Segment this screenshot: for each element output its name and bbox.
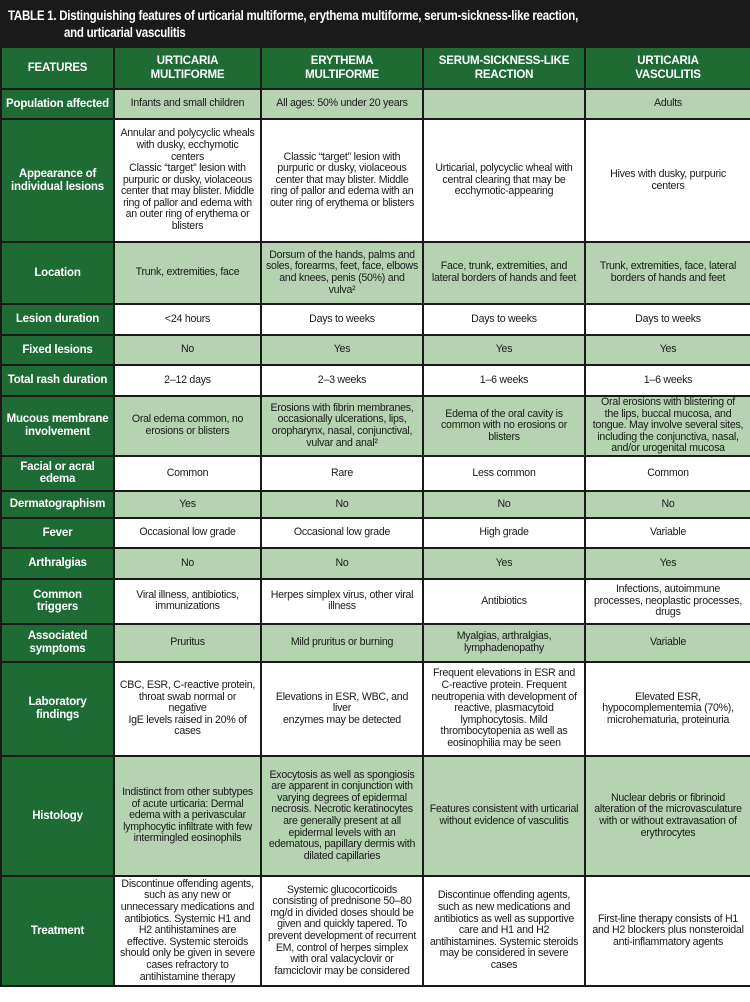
cell-mucous-membrane-involvement-urticaria-multiforme (114, 396, 261, 456)
feature-label-mucous-membrane-involvement (1, 396, 114, 456)
cell-text-line: Days to weeks (471, 312, 537, 325)
cell-text-line: cases refractory to (146, 958, 229, 971)
cell-text-line: Yes (495, 343, 513, 356)
cell-text-line: Lesion duration (15, 313, 100, 326)
cell-text-line: Location (34, 266, 81, 279)
cell-text-line: an outer ring of erythema or (125, 208, 250, 221)
cell-text-line: cases (490, 958, 518, 971)
cell-text-line: central clearing that may be (442, 173, 566, 186)
cell-text-line: Features consistent with urticarial (429, 803, 579, 816)
cell-text-line: are generally present at all (283, 814, 401, 827)
cell-text-line: are apparent in conjunction with (271, 780, 413, 793)
cell-text-line: purpuric or dusky, violaceous (122, 173, 253, 186)
cell-text-line: Annular and polycyclic wheals (120, 127, 255, 140)
cell-location-urticaria-multiforme (114, 242, 261, 304)
table-body (1, 89, 750, 986)
table-row-location (1, 242, 750, 304)
cell-text-line: All ages: 50% under 20 years (276, 97, 408, 110)
cell-text-line: Viral illness, antibiotics, (136, 588, 239, 601)
cell-text-line: and/or urogenital mucosa (611, 442, 725, 455)
header-features: FEATURES (1, 47, 114, 89)
cell-text-line: ecchymotic-appearing (454, 185, 554, 198)
cell-text-line: Exocytosis as well as spongiosis (269, 768, 415, 781)
feature-label-dermatographism (1, 491, 114, 518)
cell-text-line: Antibiotics (481, 594, 527, 607)
cell-text-line: alteration of the microvasculature (594, 803, 742, 816)
cell-text-line: Fever (42, 526, 73, 539)
cell-treatment-serum-sickness-like-reaction (423, 876, 585, 986)
cell-treatment-erythema-multiforme (261, 876, 423, 986)
cell-text-line: Dorsum of the hands, palms and (269, 248, 415, 261)
cell-text-line: necrosis. Necrotic keratinocytes (271, 803, 413, 816)
cell-text-line: Urticarial, polycyclic wheal with (435, 162, 573, 175)
cell-text-line: Arthralgias (28, 557, 87, 570)
cell-associated-symptoms-urticaria-vasculitis (585, 624, 750, 662)
cell-text-line: prevent development of recurrent (267, 929, 417, 942)
cell-text-line: Systemic glucocorticoids (287, 883, 397, 896)
cell-arthralgias-urticaria-vasculitis (585, 548, 750, 579)
cell-facial-or-acral-edema-urticaria-multiforme (114, 456, 261, 491)
feature-label-lesion-duration (1, 304, 114, 335)
cell-text-line: centers (651, 179, 685, 192)
cell-text-line: such as any new or (144, 889, 231, 902)
cell-dermatographism-urticaria-multiforme (114, 491, 261, 518)
table-row-associated-symptoms (1, 624, 750, 662)
cell-fixed-lesions-erythema-multiforme (261, 335, 423, 365)
cell-text-line: throat swab normal or (138, 690, 237, 703)
cell-text-line: Occasional low grade (139, 526, 236, 539)
cell-text-line: the lips, buccal mucosa, and (604, 407, 732, 420)
cell-text-line: ERYTHEMA (310, 55, 374, 67)
feature-label-facial-or-acral-edema (1, 456, 114, 491)
cell-location-serum-sickness-like-reaction (423, 242, 585, 304)
cell-text-line: and knees, penis (50%) and (279, 272, 405, 284)
cell-text-line: Yes (659, 556, 677, 569)
cell-text-line: CBC, ESR, C-reactive protein, (119, 678, 256, 691)
cell-text-line: Treatment (30, 924, 85, 937)
cell-text-line: <24 hours (164, 312, 211, 325)
cell-facial-or-acral-edema-urticaria-vasculitis (585, 456, 750, 491)
table-row-laboratory-findings (1, 662, 750, 756)
cell-text-line: Myalgias, arthralgias, (456, 630, 552, 643)
cell-text-line: with or without extravasation of (599, 814, 737, 827)
cell-text-line: Days to weeks (309, 312, 375, 325)
cell-text-line: SERUM-SICKNESS-LIKE (438, 55, 570, 67)
cell-text-line: Oral edema common, no (131, 413, 244, 426)
cell-laboratory-findings-urticaria-multiforme (114, 662, 261, 756)
cell-appearance-of-individual-lesions-urticaria-multiforme (114, 119, 261, 242)
cell-text-line: Trunk, extremities, face, lateral (599, 260, 737, 273)
cell-lesion-duration-urticaria-vasculitis (585, 304, 750, 335)
cell-text-line: anti-inflammatory agents (613, 935, 723, 948)
cell-text-line: MULTIFORME (150, 69, 225, 81)
cell-mucous-membrane-involvement-erythema-multiforme (261, 396, 423, 456)
cell-dermatographism-serum-sickness-like-reaction (423, 491, 585, 518)
table-title-continued: and urticarial vasculitis (64, 25, 186, 40)
cell-text-line: Discontinue offending agents, (437, 889, 571, 902)
cell-text-line: lymphocytic infiltrate with few (123, 820, 252, 833)
cell-text-line: No (335, 556, 349, 569)
cell-text-line: No (497, 497, 511, 510)
cell-text-line: 2–3 weeks (317, 373, 367, 386)
cell-text-line: center that may blister. Middle (275, 173, 409, 186)
table-row-common-triggers (1, 579, 750, 624)
cell-histology-erythema-multiforme (261, 756, 423, 876)
cell-text-line: Infants and small children (130, 97, 245, 110)
cell-text-line: individual lesions (11, 180, 104, 193)
header-row (1, 47, 750, 89)
cell-histology-urticaria-vasculitis (585, 756, 750, 876)
cell-text-line: Classic “target” lesion with (283, 150, 401, 163)
cell-text-line: antibiotics. Systemic H1 and (124, 912, 251, 925)
cell-text-line: and H2 blockers plus nonsteroidal (592, 924, 744, 937)
cell-text-line: Yes (179, 497, 196, 510)
cell-text-line: MULTIFORME (305, 69, 379, 81)
cell-text-line: Common (33, 588, 82, 601)
cell-text-line: Edema of the oral cavity is (445, 407, 563, 420)
cell-associated-symptoms-erythema-multiforme (261, 624, 423, 662)
cell-text-line: H2 antihistamines are (138, 924, 237, 937)
cell-text-line: antihistamine therapy (139, 970, 236, 983)
cell-text-line: mg/d in divided doses should be (270, 906, 414, 919)
cell-text-line: lateral borders of hands and feet (431, 272, 577, 284)
cell-fever-erythema-multiforme (261, 518, 423, 548)
cell-text-line: No (661, 497, 675, 510)
cell-text-line: effective. Systemic steroids (126, 935, 249, 948)
cell-histology-serum-sickness-like-reaction (423, 756, 585, 876)
cell-text-line: microhematuria, proteinuria (606, 713, 730, 726)
cell-text-line: REACTION (474, 69, 534, 81)
cell-text-line: Total rash duration (7, 374, 108, 387)
cell-population-affected-erythema-multiforme (261, 89, 423, 119)
header-serum-sickness-like-reaction (423, 47, 585, 89)
cell-text-line: common with no erosions or (441, 419, 567, 432)
table-row-lesion-duration (1, 304, 750, 335)
cell-text-line: Days to weeks (635, 312, 701, 325)
cell-text-line: Trunk, extremities, face (135, 266, 240, 279)
cell-text-line: erosions or blisters (145, 424, 230, 437)
cell-text-line: borders of hands and feet (610, 272, 726, 284)
cell-text-line: Discontinue offending agents, (121, 877, 254, 890)
cell-text-line: Face, trunk, extremities, and (440, 260, 568, 273)
cell-text-line: immunizations (155, 600, 220, 613)
cell-text-line: epidermal levels with an (288, 826, 396, 839)
table-row-facial-or-acral-edema (1, 456, 750, 491)
cell-mucous-membrane-involvement-serum-sickness-like-reaction (423, 396, 585, 456)
cell-text-line: drugs (655, 606, 681, 619)
cell-text-line: illness (328, 600, 356, 613)
cell-text-line: Erosions with fibrin membranes, (270, 401, 414, 414)
cell-treatment-urticaria-vasculitis (585, 876, 750, 986)
feature-label-associated-symptoms (1, 624, 114, 662)
cell-text-line: Dermatographism (9, 498, 106, 511)
feature-label-appearance-of-individual-lesions (1, 119, 114, 242)
cell-text-line: ring of pallor and edema with (123, 196, 252, 209)
cell-text-line: ring of pallor and edema with an (270, 185, 414, 198)
cell-text-line: Associated (27, 630, 88, 643)
table-row-dermatographism (1, 491, 750, 518)
cell-text-line: URTICARIA (156, 55, 219, 67)
cell-text-line: outer ring of erythema or blisters (270, 196, 414, 209)
cell-text-line: such as new medications and (437, 900, 571, 913)
cell-text-line: blisters (488, 430, 520, 443)
cell-text-line: blisters (171, 220, 204, 233)
cell-text-line: URTICARIA (637, 55, 699, 67)
cell-text-line: eosinophilia may be seen (447, 736, 561, 749)
cell-text-line: Rare (331, 466, 353, 479)
cell-text-line: lymphadenopathy (464, 641, 544, 654)
cell-text-line: Herpes simplex virus, other viral (270, 588, 414, 601)
cell-text-line: No (180, 343, 195, 356)
cell-text-line: edema with a perivascular (129, 809, 246, 822)
cell-text-line: given and quickly tapered. To (277, 918, 407, 931)
cell-text-line: Variable (649, 526, 687, 539)
cell-text-line: 1–6 weeks (479, 373, 529, 386)
cell-common-triggers-urticaria-multiforme (114, 579, 261, 624)
cell-text-line: Population affected (6, 97, 109, 110)
cell-fever-urticaria-multiforme (114, 518, 261, 548)
cell-text-line: Yes (495, 556, 513, 569)
feature-label-fever (1, 518, 114, 548)
feature-label-histology (1, 756, 114, 876)
cell-laboratory-findings-urticaria-vasculitis (585, 662, 750, 756)
cell-population-affected-urticaria-multiforme (114, 89, 261, 119)
cell-text-line: EM, control of herpes simplex (275, 941, 409, 954)
cell-location-urticaria-vasculitis (585, 242, 750, 304)
cell-fever-urticaria-vasculitis (585, 518, 750, 548)
cell-text-line: of acute urticaria: Dermal (131, 797, 244, 810)
cell-text-line: Nuclear debris or fibrinoid (611, 791, 725, 804)
cell-dermatographism-erythema-multiforme (261, 491, 423, 518)
cell-histology-urticaria-multiforme (114, 756, 261, 876)
feature-label-treatment (1, 876, 114, 986)
cell-text-line: Variable (649, 636, 687, 649)
cell-common-triggers-erythema-multiforme (261, 579, 423, 624)
table-row-treatment (1, 876, 750, 986)
cell-text-line: with oral valacyclovir or (290, 953, 394, 966)
cell-text-line: should only be given in severe (119, 947, 256, 960)
cell-text-line: Mucous membrane (6, 413, 109, 426)
cell-location-erythema-multiforme (261, 242, 423, 304)
cell-total-rash-duration-urticaria-vasculitis (585, 365, 750, 396)
cell-facial-or-acral-edema-erythema-multiforme (261, 456, 423, 491)
cell-lesion-duration-urticaria-multiforme (114, 304, 261, 335)
cell-text-line: Common (166, 466, 209, 479)
cell-text-line: care and H1 and H2 (458, 924, 550, 937)
table-row-fever (1, 518, 750, 548)
header-erythema-multiforme (261, 47, 423, 89)
cell-text-line: purpuric or dusky, violaceous (277, 162, 407, 175)
comparison-table (0, 46, 750, 987)
cell-text-line: 2–12 days (164, 373, 211, 386)
table-row-appearance-of-individual-lesions (1, 119, 750, 242)
cell-text-line: symptoms (29, 642, 86, 655)
cell-text-line: Infections, autoimmune (615, 583, 721, 596)
table-row-population-affected (1, 89, 750, 119)
cell-total-rash-duration-serum-sickness-like-reaction (423, 365, 585, 396)
cell-facial-or-acral-edema-serum-sickness-like-reaction (423, 456, 585, 491)
cell-text-line: including the conjunctiva, nasal, (597, 430, 739, 443)
cell-arthralgias-serum-sickness-like-reaction (423, 548, 585, 579)
feature-label-laboratory-findings (1, 662, 114, 756)
cell-appearance-of-individual-lesions-erythema-multiforme (261, 119, 423, 242)
cell-text-line: vulvar and anal² (306, 436, 378, 449)
cell-text-line: IgE levels raised in 20% of (128, 713, 247, 726)
cell-text-line: enzymes may be detected (283, 713, 401, 726)
cell-text-line: intermingled eosinophils (133, 832, 242, 845)
cell-text-line: Common (647, 466, 689, 479)
cell-laboratory-findings-serum-sickness-like-reaction (423, 662, 585, 756)
cell-population-affected-urticaria-vasculitis (585, 89, 750, 119)
cell-text-line: varying degrees of epidermal (277, 791, 407, 804)
table-row-mucous-membrane-involvement (1, 396, 750, 456)
cell-text-line: tongue. May involve several sites, (592, 419, 744, 432)
cell-text-line: center that may blister. Middle (121, 185, 254, 198)
cell-total-rash-duration-urticaria-multiforme (114, 365, 261, 396)
cell-text-line: with dusky, ecchymotic (136, 138, 239, 151)
table-title: TABLE 1. Distinguishing features of urticarial multiforme, erythema multiforme, serum-sickness-like reaction, (8, 8, 579, 23)
cell-text-line: lymphocytosis. Mild (460, 713, 548, 726)
cell-text-line: processes, neoplastic processes, (593, 594, 743, 607)
cell-text-line: centers (171, 150, 204, 163)
cell-text-line: No (180, 556, 195, 569)
cell-arthralgias-erythema-multiforme (261, 548, 423, 579)
cell-text-line: Oral erosions with blistering of (601, 396, 735, 408)
table-row-histology (1, 756, 750, 876)
cell-fever-serum-sickness-like-reaction (423, 518, 585, 548)
cell-text-line: Hives with dusky, purpuric (610, 167, 726, 180)
cell-population-affected-serum-sickness-like-reaction (423, 89, 585, 119)
cell-associated-symptoms-urticaria-multiforme (114, 624, 261, 662)
cell-text-line: Occasional low grade (293, 526, 391, 539)
feature-label-arthralgias (1, 548, 114, 579)
cell-lesion-duration-erythema-multiforme (261, 304, 423, 335)
cell-text-line: oropharynx, nasal, conjunctival, (271, 424, 413, 437)
cell-text-line: Indistinct from other subtypes (122, 785, 253, 798)
cell-text-line: Appearance of (18, 168, 97, 180)
cell-text-line: neutropenia with development of (431, 690, 577, 703)
cell-text-line: consisting of prednisone 50–80 (272, 895, 412, 908)
cell-mucous-membrane-involvement-urticaria-vasculitis (585, 396, 750, 456)
cell-text-line: thrombocytopenia as well as (440, 725, 568, 738)
cell-common-triggers-urticaria-vasculitis (585, 579, 750, 624)
header-urticaria-vasculitis (585, 47, 750, 89)
table-row-total-rash-duration (1, 365, 750, 396)
cell-text-line: occasionally ulcerations, lips, (277, 413, 407, 426)
feature-label-fixed-lesions (1, 335, 114, 365)
cell-text-line: reactive, plasmacytoid (454, 702, 554, 715)
cell-text-line: antibiotics as well as supportive (433, 912, 575, 925)
table-title-bar (0, 0, 750, 46)
cell-text-line: Adults (654, 97, 682, 110)
cell-fixed-lesions-urticaria-multiforme (114, 335, 261, 365)
cell-text-line: Histology (32, 809, 83, 822)
cell-text-line: triggers (36, 601, 79, 614)
feature-label-total-rash-duration (1, 365, 114, 396)
cell-text-line: Fixed lesions (22, 343, 93, 356)
cell-lesion-duration-serum-sickness-like-reaction (423, 304, 585, 335)
cell-text-line: Yes (659, 343, 677, 356)
cell-text-line: cases (174, 725, 201, 738)
cell-text-line: Elevated ESR, (635, 690, 701, 703)
cell-text-line: unnecessary medications and (120, 900, 255, 913)
cell-text-line: negative (168, 702, 207, 715)
cell-text-line: soles, forearms, feet, face, elbows (266, 260, 418, 273)
cell-text-line: 1–6 weeks (643, 373, 693, 386)
cell-fixed-lesions-serum-sickness-like-reaction (423, 335, 585, 365)
cell-associated-symptoms-serum-sickness-like-reaction (423, 624, 585, 662)
feature-label-common-triggers (1, 579, 114, 624)
feature-label-population-affected (1, 89, 114, 119)
cell-appearance-of-individual-lesions-serum-sickness-like-reaction (423, 119, 585, 242)
cell-laboratory-findings-erythema-multiforme (261, 662, 423, 756)
cell-text-line: Frequent elevations in ESR and (432, 667, 576, 680)
table-row-arthralgias (1, 548, 750, 579)
cell-text-line: Facial or acral (20, 460, 95, 473)
cell-text-line: edematous, papillary dermis with (268, 838, 416, 851)
cell-text-line: No (335, 497, 349, 510)
cell-appearance-of-individual-lesions-urticaria-vasculitis (585, 119, 750, 242)
cell-text-line: Laboratory findings (28, 696, 87, 721)
cell-text-line: hypocomplementemia (70%), (602, 702, 734, 715)
cell-text-line: antihistamines. Systemic steroids (429, 935, 579, 948)
cell-text-line: Elevations in ESR, WBC, and liver (275, 690, 409, 715)
cell-text-line: Yes (333, 343, 351, 356)
feature-label-location (1, 242, 114, 304)
cell-text-line: edema (39, 473, 76, 486)
cell-text-line: dilated capillaries (303, 849, 381, 862)
cell-fixed-lesions-urticaria-vasculitis (585, 335, 750, 365)
cell-text-line: involvement (25, 425, 90, 438)
cell-common-triggers-serum-sickness-like-reaction (423, 579, 585, 624)
cell-text-line: vulva² (328, 283, 356, 296)
cell-dermatographism-urticaria-vasculitis (585, 491, 750, 518)
cell-text-line: Mild pruritus or burning (290, 636, 394, 649)
cell-text-line: Less common (472, 466, 536, 479)
cell-total-rash-duration-erythema-multiforme (261, 365, 423, 396)
cell-text-line: C-reactive protein. Frequent (441, 678, 567, 691)
cell-text-line: Pruritus (170, 636, 205, 649)
cell-arthralgias-urticaria-multiforme (114, 548, 261, 579)
cell-text-line: First-line therapy consists of H1 (597, 912, 739, 925)
table-row-fixed-lesions (1, 335, 750, 365)
cell-text-line: may be considered in severe (439, 947, 569, 960)
cell-text-line: High grade (479, 526, 529, 539)
cell-text-line: famciclovir may be considered (274, 964, 410, 977)
cell-text-line: without evidence of vasculitis (439, 814, 569, 827)
cell-text-line: erythrocytes (640, 826, 696, 839)
cell-text-line: VASCULITIS (635, 69, 701, 81)
cell-text-line: Classic “target” lesion with (129, 162, 246, 175)
header-urticaria-multiforme (114, 47, 261, 89)
cell-treatment-urticaria-multiforme (114, 876, 261, 986)
